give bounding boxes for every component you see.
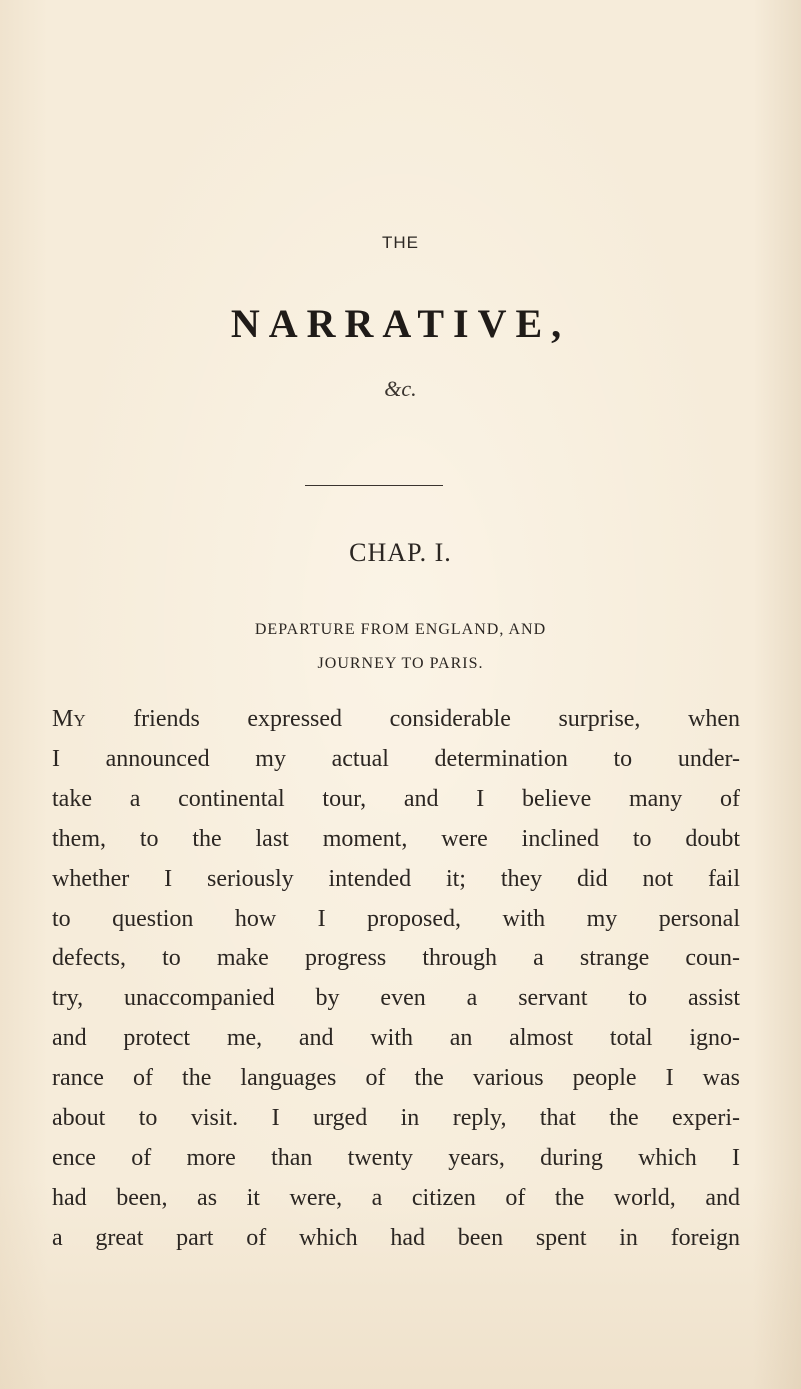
chapter-subtitle-line: JOURNEY TO PARIS. [317, 655, 484, 672]
body-line: whether I seriously intended it; they did not fail [52, 865, 740, 892]
body-line: defects, to make progress through a strange coun- [52, 945, 740, 972]
body-line: about to visit. I urged in reply, that the experi- [52, 1105, 740, 1132]
body-line: ence of more than twenty years, during which I [52, 1144, 740, 1171]
body-line [52, 700, 740, 740]
body-line: a great part of which had been spent in foreign [52, 1224, 740, 1251]
first-word: My [52, 706, 86, 732]
body-line: rance of the languages of the various people I was [52, 1065, 740, 1092]
body-line: take a continental tour, and I believe many of [52, 785, 740, 812]
body-line-rest: friends expressed considerable surprise, when [85, 706, 740, 732]
heading-the: THE [382, 233, 419, 252]
chapter-heading: CHAP. I. [349, 538, 452, 567]
body-line: try, unaccompanied by even a servant to assist [52, 985, 740, 1012]
heading-etc: &c. [384, 376, 417, 401]
body-text [52, 700, 740, 1259]
body-line: them, to the last moment, were inclined to doubt [52, 825, 740, 852]
heading-narrative: NARRATIVE, [230, 301, 571, 346]
body-line: and protect me, and with an almost total igno- [52, 1025, 740, 1052]
section-rule [305, 485, 443, 486]
chapter-subtitle [0, 613, 801, 681]
body-line: had been, as it were, a citizen of the world, and [52, 1184, 740, 1211]
chapter-subtitle-line: DEPARTURE FROM ENGLAND, AND [254, 621, 547, 638]
body-line: to question how I proposed, with my personal [52, 905, 740, 932]
body-line: I announced my actual determination to under- [52, 745, 740, 772]
